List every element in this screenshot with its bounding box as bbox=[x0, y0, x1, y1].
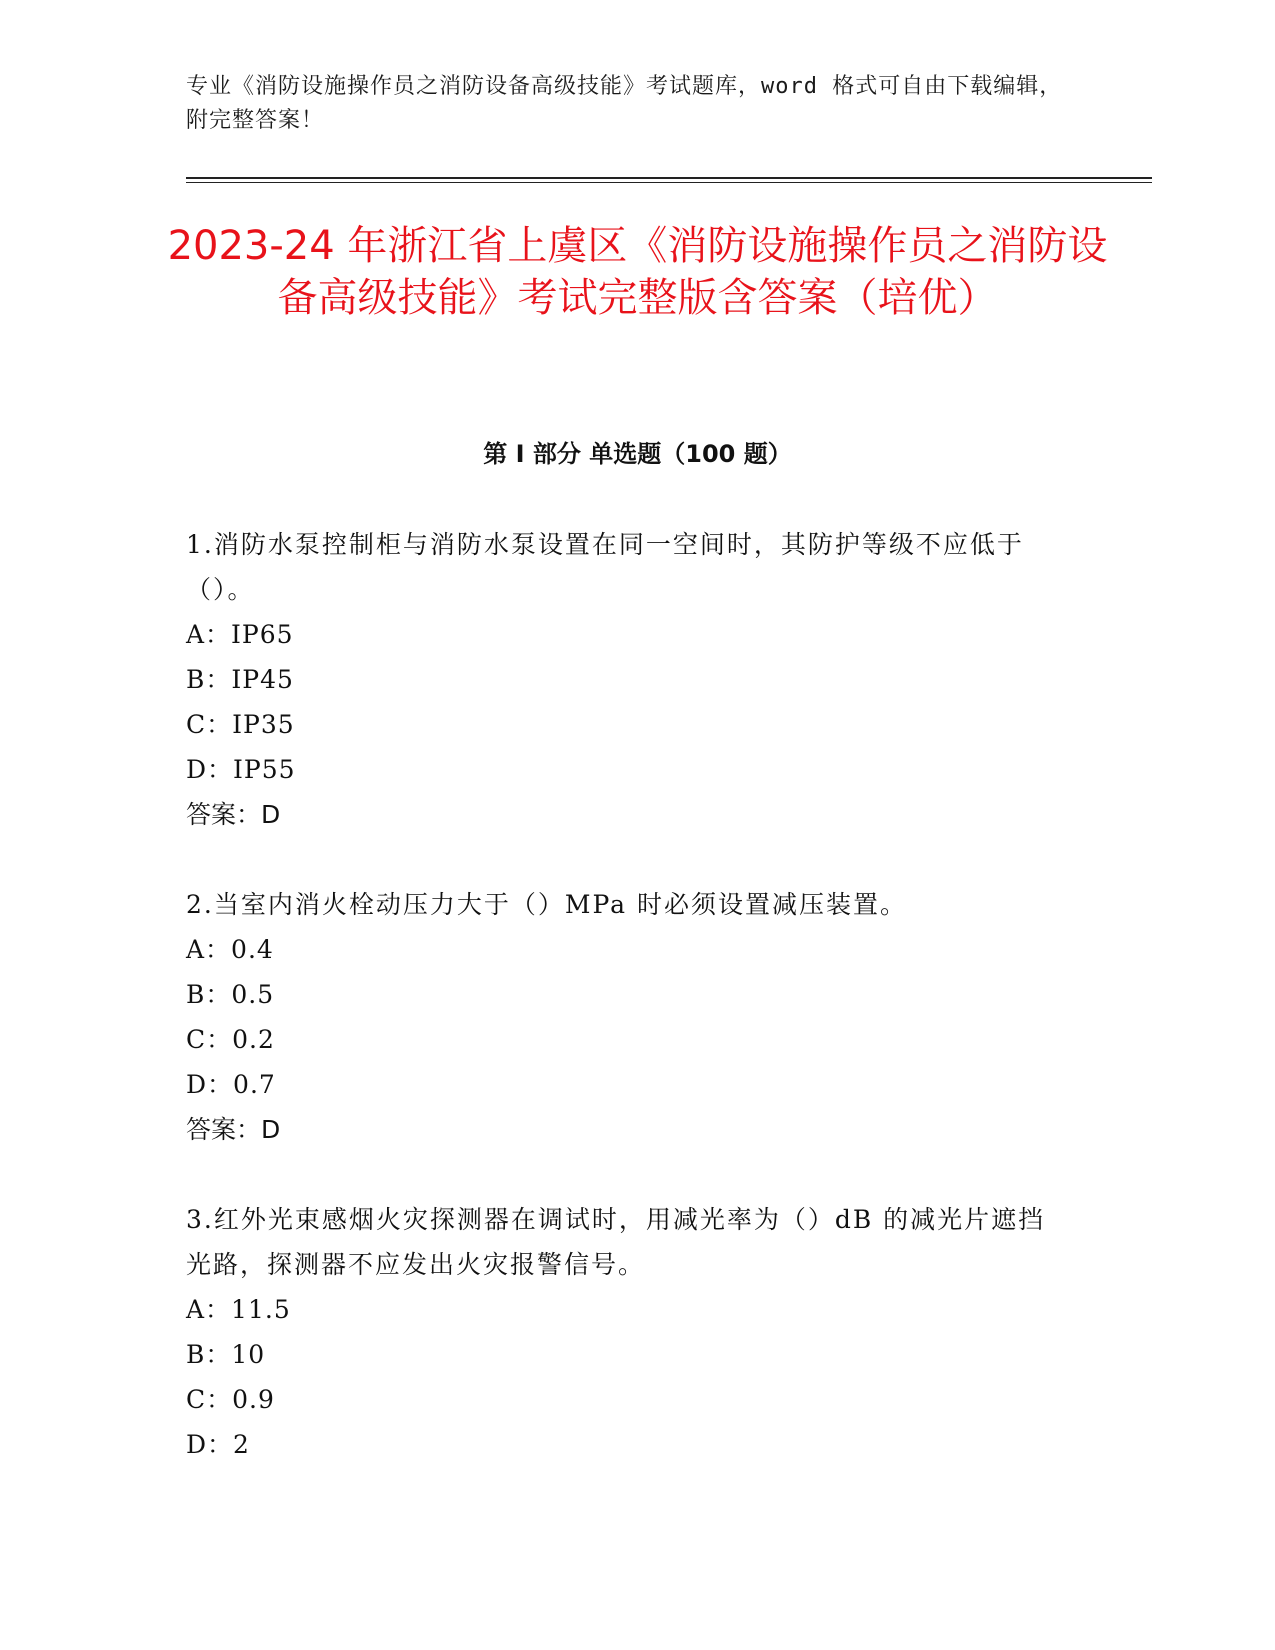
option-c: C：IP35 bbox=[186, 710, 295, 739]
option-a: A：11.5 bbox=[186, 1295, 291, 1324]
answer-line: 答案：D bbox=[186, 800, 281, 829]
document-title: 2023-24 年浙江省上虞区《消防设施操作员之消防设备高级技能》考试完整版含答案（培优） bbox=[167, 223, 1108, 321]
question-3 bbox=[186, 1197, 1066, 1467]
option-b: B：0.5 bbox=[186, 980, 275, 1009]
option-d: D：0.7 bbox=[186, 1070, 276, 1099]
question-2 bbox=[186, 882, 1066, 1152]
option-b: B：IP45 bbox=[186, 665, 294, 694]
header-divider-thick bbox=[186, 177, 1152, 179]
section-heading: 第 I 部分 单选题（100 题） bbox=[483, 440, 792, 468]
option-c: C：0.2 bbox=[186, 1025, 275, 1054]
option-a: A：IP65 bbox=[186, 620, 294, 649]
question-stem: 2.当室内消火栓动压力大于（）MPa 时必须设置减压装置。 bbox=[186, 890, 908, 919]
option-a: A：0.4 bbox=[186, 935, 274, 964]
question-stem: 3.红外光束感烟火灾探测器在调试时，用减光率为（）dB 的减光片遮挡光路，探测器不应发出火灾报警信号。 bbox=[186, 1205, 1046, 1279]
header-note: 专业《消防设施操作员之消防设备高级技能》考试题库，word 格式可自由下载编辑，附完整答案！ bbox=[186, 74, 1063, 133]
option-b: B：10 bbox=[186, 1340, 266, 1369]
header-divider-thin bbox=[186, 182, 1152, 183]
question-stem: 1.消防水泵控制柜与消防水泵设置在同一空间时，其防护等级不应低于（）。 bbox=[186, 530, 1024, 604]
question-1 bbox=[186, 522, 1066, 837]
option-d: D：2 bbox=[186, 1430, 250, 1459]
answer-line: 答案：D bbox=[186, 1115, 281, 1144]
option-d: D：IP55 bbox=[186, 755, 296, 784]
option-c: C：0.9 bbox=[186, 1385, 275, 1414]
